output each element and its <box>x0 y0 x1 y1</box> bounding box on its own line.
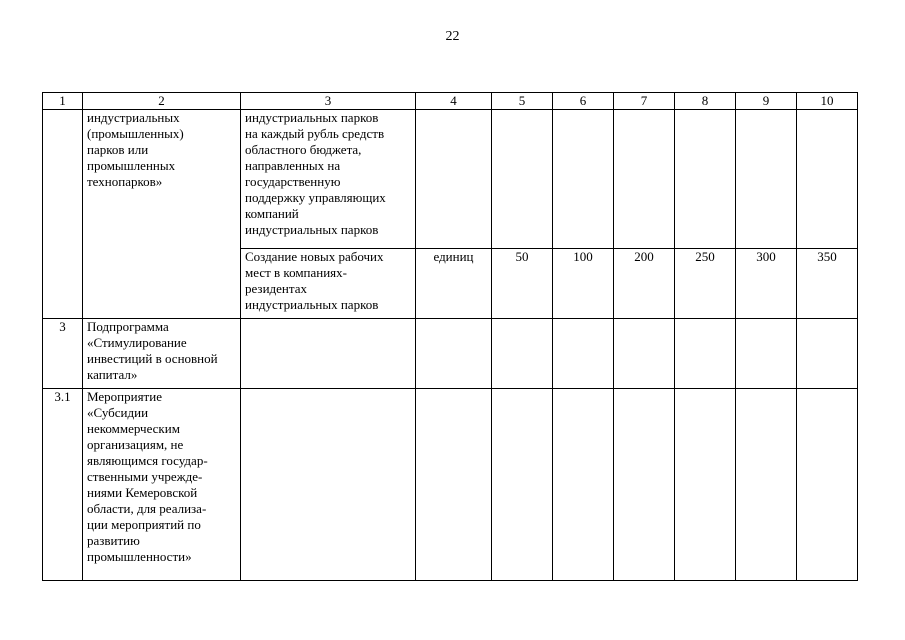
unit-cell <box>416 110 492 249</box>
table-row <box>43 319 858 389</box>
table-row <box>43 389 858 581</box>
value-cell <box>492 389 553 581</box>
unit-cell <box>416 389 492 581</box>
indicator-name-cell <box>241 319 416 389</box>
program-name-cell: Мероприятие «Субсидии некоммерческим организациям, не являющимся государ- ственными учрежде- ниями Кемеровской области, для реализа- ции мероприятий по развитию промышленности» <box>83 389 241 581</box>
row-number-cell <box>43 110 83 319</box>
column-number-cell: 4 <box>416 93 492 110</box>
value-cell <box>492 319 553 389</box>
indicator-name-cell: индустриальных парков на каждый рубль средств областного бюджета, направленных на государственную поддержку управляющих компаний индустриальных парков <box>241 110 416 249</box>
value-cell <box>675 319 736 389</box>
value-cell <box>797 319 858 389</box>
value-cell <box>614 110 675 249</box>
value-cell <box>553 389 614 581</box>
column-number-cell: 6 <box>553 93 614 110</box>
value-cell: 100 <box>553 249 614 319</box>
indicators-table <box>42 92 858 581</box>
column-number-cell: 5 <box>492 93 553 110</box>
column-number-cell: 3 <box>241 93 416 110</box>
column-number-cell: 8 <box>675 93 736 110</box>
value-cell <box>492 110 553 249</box>
indicator-name-cell <box>241 389 416 581</box>
value-cell <box>614 319 675 389</box>
value-cell <box>675 110 736 249</box>
indicator-name-cell: Создание новых рабочих мест в компаниях- резидентах индустриальных парков <box>241 249 416 319</box>
column-number-cell: 10 <box>797 93 858 110</box>
value-cell <box>553 319 614 389</box>
value-cell <box>736 110 797 249</box>
unit-cell: единиц <box>416 249 492 319</box>
program-name-cell: Подпрограмма «Стимулирование инвестиций в основной капитал» <box>83 319 241 389</box>
row-number-cell: 3.1 <box>43 389 83 581</box>
column-number-cell: 2 <box>83 93 241 110</box>
value-cell: 50 <box>492 249 553 319</box>
value-cell <box>797 389 858 581</box>
unit-cell <box>416 319 492 389</box>
value-cell <box>736 319 797 389</box>
value-cell <box>553 110 614 249</box>
value-cell: 350 <box>797 249 858 319</box>
value-cell: 250 <box>675 249 736 319</box>
column-numbers-row <box>43 93 858 110</box>
table-row <box>43 110 858 249</box>
value-cell <box>614 389 675 581</box>
value-cell <box>797 110 858 249</box>
column-number-cell: 1 <box>43 93 83 110</box>
column-number-cell: 9 <box>736 93 797 110</box>
program-name-cell: индустриальных (промышленных) парков или промышленных технопарков» <box>83 110 241 319</box>
value-cell <box>675 389 736 581</box>
column-number-cell: 7 <box>614 93 675 110</box>
value-cell <box>736 389 797 581</box>
value-cell: 300 <box>736 249 797 319</box>
page-number: 22 <box>445 29 460 44</box>
row-number-cell: 3 <box>43 319 83 389</box>
value-cell: 200 <box>614 249 675 319</box>
